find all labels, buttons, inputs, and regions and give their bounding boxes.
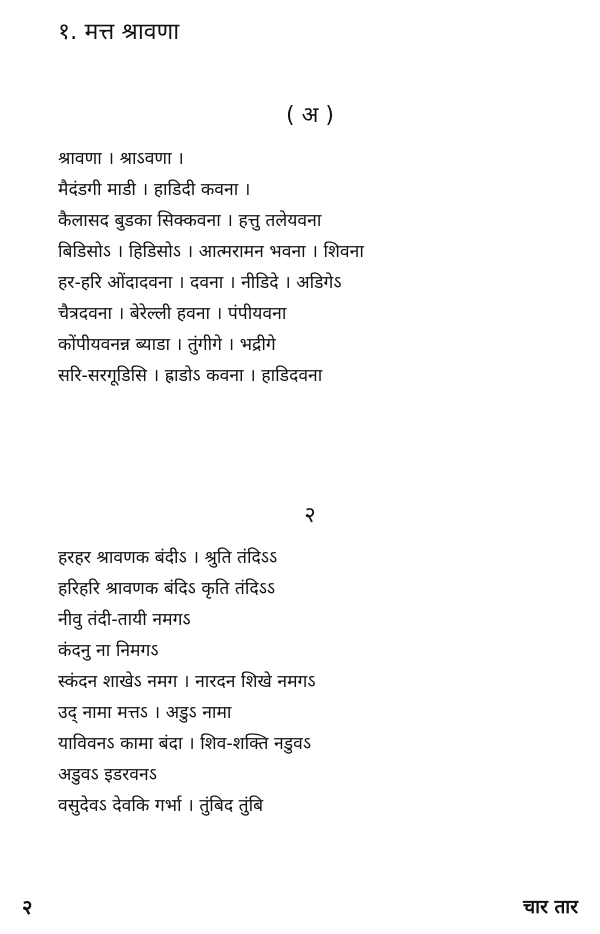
verse-line: हरहर श्रावणक बंदीऽ । श्रुति तंदिऽऽ xyxy=(58,548,278,568)
verse-line: हर-हरि ओंदादवना । दवना । नीडिदे । अडिगेऽ xyxy=(58,273,342,293)
verse-line: कोंपीयवनन्न ब्याडा । तुंगीगे । भद्रीगे xyxy=(58,335,276,355)
running-footer-title: चार तार xyxy=(523,896,578,918)
poem-heading: १. मत्त श्रावणा xyxy=(58,19,180,45)
stanza-one xyxy=(58,144,578,392)
verse-line: कैलासद बुडका सिक्कवना । हत्तु तलेयवना xyxy=(58,211,322,231)
verse-line: याविवनऽ कामा बंदा । शिव-शक्ति नडुवऽ xyxy=(58,734,312,754)
stanza-two xyxy=(58,543,578,822)
page-number: २ xyxy=(22,895,33,919)
verse-line: कंदनु ना निमगऽ xyxy=(58,641,159,661)
verse-line: हरिहरि श्रावणक बंदिऽ कृति तंदिऽऽ xyxy=(58,579,276,599)
section-one-marker: ( अ ) xyxy=(286,103,334,128)
section-two-marker: २ xyxy=(304,503,316,528)
verse-line: बिडिसोऽ । हिडिसोऽ । आत्मरामन भवना । शिवना xyxy=(58,242,364,262)
verse-line: नीवु तंदी-तायी नमगऽ xyxy=(58,610,191,630)
verse-line: चैत्रदवना । बेरेल्ली हवना । पंपीयवना xyxy=(58,304,287,324)
verse-line: स्कंदन शाखेऽ नमग । नारदन शिखे नमगऽ xyxy=(58,672,316,692)
verse-line: सरि-सरगूडिसि । ह्राडोऽ कवना । हाडिदवना xyxy=(58,366,323,386)
verse-line: वसुदेवऽ देवकि गर्भा । तुंबिद तुंबि xyxy=(58,796,264,816)
verse-line: उद् नामा मत्तऽ । अडुऽ नामा xyxy=(58,703,232,723)
verse-line: अडुवऽ इडरवनऽ xyxy=(58,765,157,785)
verse-line: मैदंडगी माडी । हाडिदी कवना । xyxy=(58,180,251,200)
verse-line: श्रावणा । श्राऽवणा । xyxy=(58,149,184,169)
